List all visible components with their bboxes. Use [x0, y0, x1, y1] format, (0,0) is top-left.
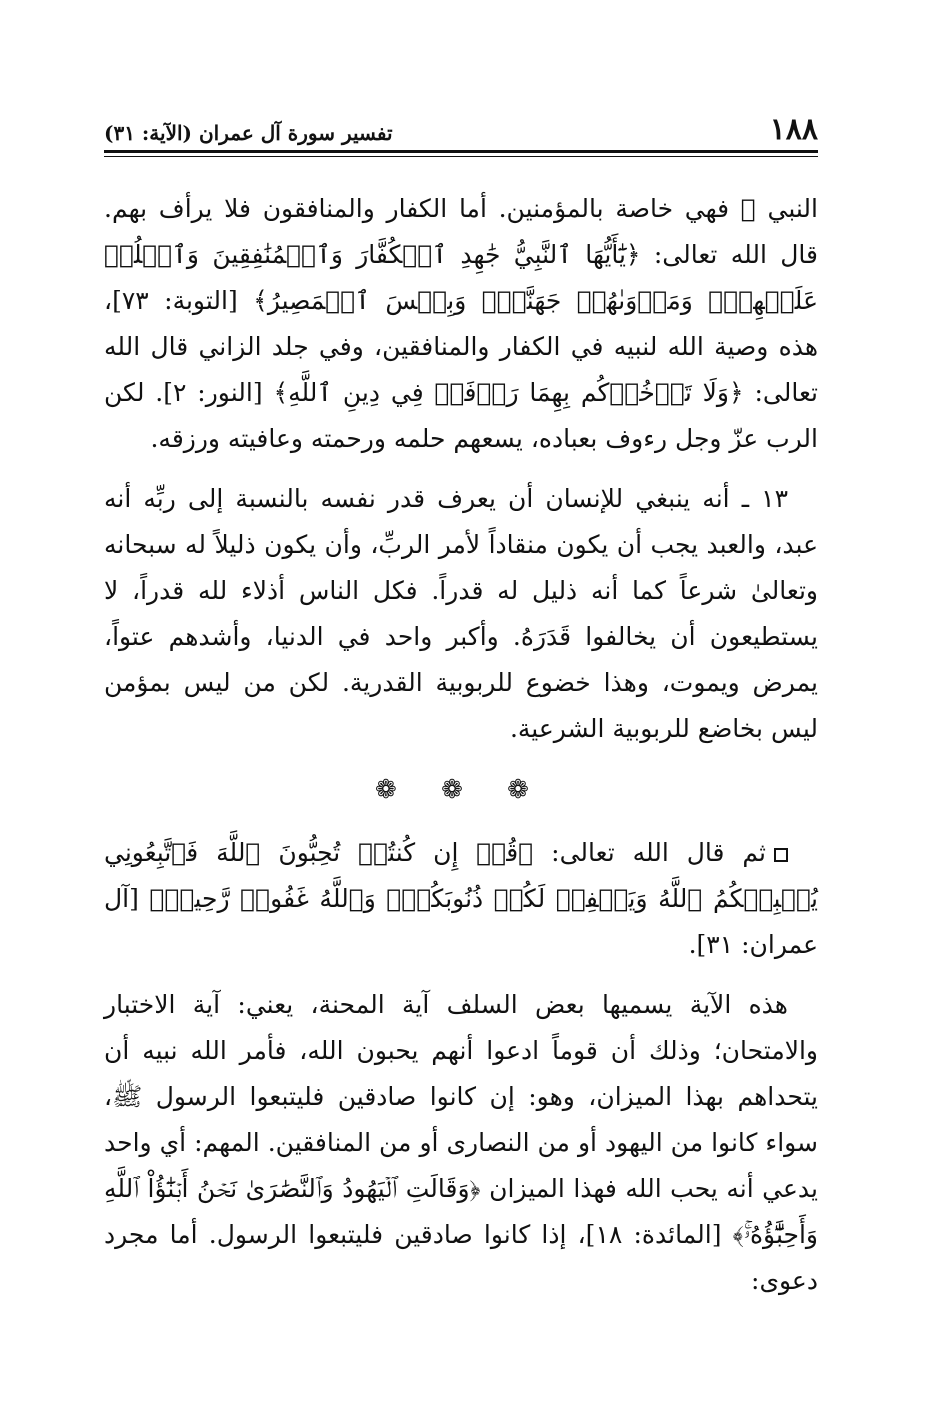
page-header	[104, 104, 818, 148]
header-rule	[104, 150, 818, 153]
paragraph-2: ١٣ ـ أنه ينبغي للإنسان أن يعرف قدر نفسه بالنسبة إلى ربِّه أنه عبد، والعبد يجب أن يكون منقاداً لأمر الربِّ، وأن يكون ذليلاً له سبحانه وتعالىٰ شرعاً كما أنه ذليل له قدراً. فكل الناس أذلاء لله قدراً، لا يستطيعون أن يخالفوا قَدَرَهُ. وأكبر واحد في الدنيا، وأشدهم عتواً، يمرض ويموت، وهذا خضوع للربوبية القدرية. لكن من ليس بمؤمن ليس بخاضع للربوبية الشرعية.	[104, 484, 818, 743]
square-icon	[774, 848, 788, 862]
running-title: تفسير سورة آل عمران (الآية: ٣١)	[104, 121, 393, 145]
page-body	[104, 186, 818, 1318]
header-rule-thin	[104, 156, 818, 157]
page-number: ١٨٨	[769, 112, 818, 147]
verse-paragraph	[104, 830, 818, 968]
section-separator: ❁ ❁ ❁	[375, 775, 547, 805]
paragraph-3: هذه الآية يسميها بعض السلف آية المحنة، يعني: آية الاختبار والامتحان؛ وذلك أن قوماً ادعوا أنهم يحبون الله، فأمر الله نبيه أن يتحداهم بهذا الميزان، وهو: إن كانوا صادقين فليتبعوا الرسول ﷺ، سواء كانوا من اليهود أو من النصارى أو من المنافقين. المهم: أي واحد يدعي أنه يحب الله فهذا الميزان ﴿وَقَالَتِ ٱلۡيَهُودُ وَٱلنَّصَٰرَىٰ نَحۡنُ أَبۡنَٰٓؤُاْ ٱللَّهِ وَأَحِبَّٰٓؤُهُۥۚ﴾ [المائدة: ١٨]، إذا كانوا صادقين فليتبعوا الرسول. أما مجرد دعوى:	[104, 990, 818, 1295]
verse-intro: ثم قال الله تعالى: ﴿قُلۡ إِن كُنتُمۡ تُحِبُّونَ ٱللَّهَ فَٱتَّبِعُونِي يُحۡبِبۡكُمُ ٱللَّهُ وَيَغۡفِرۡ لَكُمۡ ذُنُوبَكُمۡۚ وَٱللَّهُ غَفُورٞ رَّحِيمٞ﴾ [آل عمران: ٣١].	[104, 838, 818, 959]
paragraph-1: النبي ﷺ فهي خاصة بالمؤمنين. أما الكفار والمنافقون فلا يرأف بهم. قال الله تعالى: ﴿يَٰٓأَيُّهَا ٱلنَّبِيُّ جَٰهِدِ ٱلۡكُفَّارَ وَٱلۡمُنَٰفِقِينَ وَٱغۡلُظۡ عَلَيۡهِمۡۚ وَمَأۡوَىٰهُمۡ جَهَنَّمُۖ وَبِئۡسَ ٱلۡمَصِيرُ﴾ [التوبة: ٧٣]، هذه وصية الله لنبيه في الكفار والمنافقين، وفي جلد الزاني قال الله تعالى: ﴿وَلَا تَأۡخُذۡكُم بِهِمَا رَأۡفَةٞ فِي دِينِ ٱللَّهِ﴾ [النور: ٢]. لكن الرب عزّ وجل رءوف بعباده، يسعهم حلمه ورحمته وعافيته ورزقه.	[104, 194, 818, 453]
